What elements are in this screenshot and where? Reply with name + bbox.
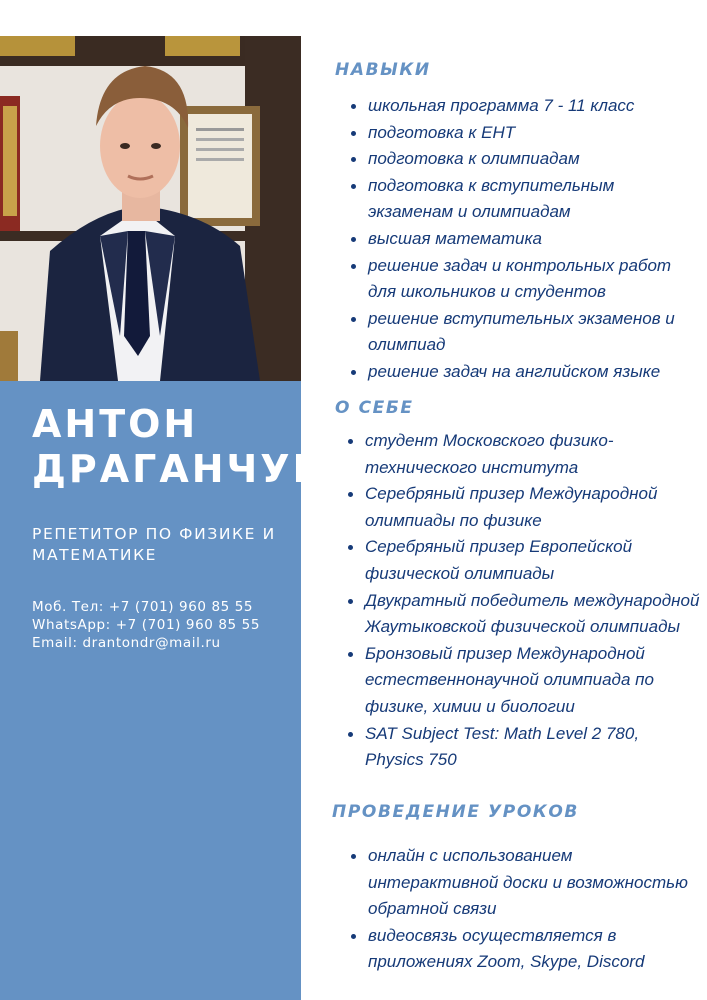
about-item: Серебряный призер Международной олимпиады по физике — [365, 481, 700, 534]
about-list — [365, 428, 700, 774]
lessons-list — [368, 843, 702, 976]
about-item: студент Московского физико-технического института — [365, 428, 700, 481]
lessons-item: онлайн с использованием интерактивной доски и возможностью обратной связи — [368, 843, 702, 923]
lessons-title: ПРОВЕДЕНИЕ УРОКОВ — [332, 802, 579, 822]
lessons-item: видеосвязь осуществляется в приложениях Zoom, Skype, Discord — [368, 923, 702, 976]
skills-item: школьная программа 7 - 11 класс — [368, 93, 688, 120]
left-column — [0, 0, 327, 1000]
person-name — [32, 402, 327, 492]
skills-item: высшая математика — [368, 226, 688, 253]
skills-item: подготовка к олимпиадам — [368, 146, 688, 173]
contact-list — [32, 598, 260, 652]
about-title: О СЕБЕ — [335, 398, 414, 418]
about-item: Серебряный призер Европейской физической олимпиады — [365, 534, 700, 587]
skills-item: решение вступительных экзаменов и олимпиад — [368, 306, 688, 359]
about-item: Двукратный победитель международной Жаутыковской физической олимпиады — [365, 588, 700, 641]
skills-item: подготовка к вступительным экзаменам и олимпиадам — [368, 173, 688, 226]
profile-photo — [0, 36, 301, 381]
skills-list — [368, 93, 688, 386]
contact-whatsapp: WhatsApp: +7 (701) 960 85 55 — [32, 617, 261, 633]
contact-email: Email: drantondr@mail.ru — [32, 635, 221, 651]
skills-title: НАВЫКИ — [335, 60, 431, 80]
skills-item: решение задач и контрольных работ для школьников и студентов — [368, 253, 688, 306]
last-name: ДРАГАНЧУК — [32, 447, 327, 491]
skills-item: подготовка к ЕНТ — [368, 120, 688, 147]
about-item: SAT Subject Test: Math Level 2 780, Physics 750 — [365, 721, 700, 774]
job-title: РЕПЕТИТОР ПО ФИЗИКЕ И МАТЕМАТИКЕ — [32, 525, 276, 564]
about-item: Бронзовый призер Международной естественнонаучной олимпиада по физике, химии и биологии — [365, 641, 700, 721]
profile-photo-illustration — [0, 36, 301, 381]
contact-phone: Моб. Тел: +7 (701) 960 85 55 — [32, 599, 254, 615]
skills-item: решение задач на английском языке — [368, 359, 688, 386]
first-name: АНТОН — [32, 402, 199, 446]
